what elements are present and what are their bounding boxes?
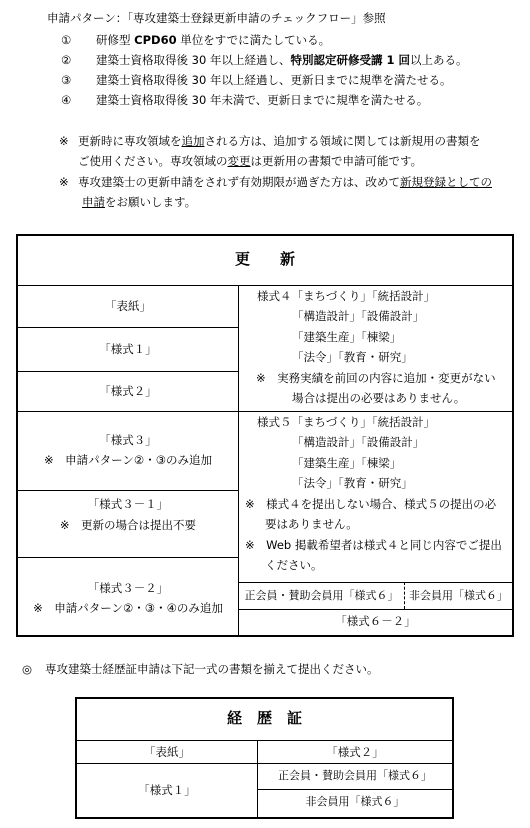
yoshiki-5-note-2a: ※ Web 掲載希望者は様式４と同じ内容でご提出 — [245, 538, 502, 552]
cert-member-regular: 正会員・賛助会員用「様式６」 — [278, 769, 432, 782]
doc-yoshiki-3-1-note: ※ 更新の場合は提出不要 — [59, 518, 197, 532]
doc-yoshiki-3: 「様式３」 — [99, 433, 157, 447]
cert-member-nonmember: 非会員用「様式６」 — [305, 795, 405, 808]
cert-yoshiki-2: 「様式２」 — [326, 745, 384, 759]
yoshiki-5-line-3: 「建築生産」「棟梁」 — [292, 456, 402, 470]
row-divider — [18, 557, 238, 558]
pattern-4-mark: ④ — [61, 93, 72, 107]
member-nonmember: 非会員用「様式６」 — [409, 589, 508, 602]
doc-yoshiki-6-2: 「様式６－２」 — [335, 614, 416, 628]
yoshiki-5-note-1a: ※ 様式４を提出しない場合、様式５の提出の必 — [245, 497, 497, 511]
yoshiki-4-line-1: 様式４「まちづくり」「統括設計」 — [257, 289, 436, 303]
cert-hyoshi: 「表紙」 — [144, 745, 190, 759]
cert-table — [75, 697, 454, 819]
note-2-line-1: 専攻建築士の更新申請をされず有効期限が過ぎた方は、改めて新規登録としての — [78, 175, 492, 189]
yoshiki-5-line-4: 「法令」「教育・研究」 — [292, 476, 413, 490]
row-divider — [257, 789, 452, 790]
doc-hyoshi: 「表紙」 — [105, 299, 151, 313]
renewal-table — [16, 234, 514, 637]
cert-intro-mark: ◎ — [22, 662, 33, 676]
pattern-3-mark: ③ — [61, 73, 72, 87]
doc-yoshiki-1: 「様式１」 — [99, 342, 157, 356]
doc-yoshiki-3-2: 「様式３－２」 — [87, 581, 169, 595]
doc-yoshiki-2: 「様式２」 — [99, 384, 157, 398]
yoshiki-5-note-1b: 要はありません。 — [265, 517, 358, 531]
note-1-line-2: ご使用ください。専攻領域の変更は更新用の書類で申請可能です。 — [78, 154, 423, 168]
note-1-line-1: 更新時に専攻領域を追加される方は、追加する領域に関しては新規用の書類を — [78, 134, 481, 148]
yoshiki-4-note-2: 場合は提出の必要はありません。 — [292, 391, 466, 405]
row-divider — [238, 582, 512, 583]
doc-yoshiki-3-2-note: ※ 申請パターン②・③・④のみ追加 — [33, 601, 223, 615]
row-divider — [18, 327, 238, 328]
title-divider — [77, 740, 452, 741]
yoshiki-4-line-2: 「構造設計」「設備設計」 — [292, 309, 425, 323]
cert-intro-text: 専攻建築士経歴証申請は下記一式の書類を揃えて提出ください。 — [45, 662, 379, 676]
pattern-4-text: 建築士資格取得後 30 年未満で、更新日までに規準を満たせる。 — [96, 93, 429, 107]
member-regular: 正会員・賛助会員用「様式６」 — [244, 589, 399, 602]
pattern-1-mark: ① — [61, 33, 72, 47]
yoshiki-4-line-3: 「建築生産」「棟梁」 — [292, 330, 402, 344]
row-divider — [238, 609, 512, 610]
pattern-2-text: 建築士資格取得後 30 年以上経過し、特別認定研修受講 1 回以上ある。 — [96, 53, 468, 67]
yoshiki-5-line-1: 様式５「まちづくり」「統括設計」 — [257, 415, 436, 429]
pattern-3-text: 建築士資格取得後 30 年以上経過し、更新日までに規準を満たせる。 — [96, 73, 452, 87]
doc-yoshiki-3-note: ※ 申請パターン②・③のみ追加 — [43, 453, 213, 467]
cert-yoshiki-1: 「様式１」 — [138, 783, 196, 797]
yoshiki-5-line-2: 「構造設計」「設備設計」 — [292, 435, 425, 449]
doc-yoshiki-3-1: 「様式３－１」 — [87, 497, 169, 511]
row-divider — [18, 490, 238, 491]
note-2-line-2: 申請をお願いします。 — [82, 195, 197, 209]
row-divider — [18, 371, 238, 372]
note-2-mark: ※ — [59, 175, 69, 189]
pattern-1-text: 研修型 CPD60 単位をすでに満たしている。 — [96, 33, 331, 47]
note-1-mark: ※ — [59, 134, 69, 148]
yoshiki-5-note-2b: ください。 — [265, 558, 323, 572]
yoshiki-4-line-4: 「法令」「教育・研究」 — [292, 350, 413, 364]
cert-title: 経 歴 証 — [226, 709, 302, 727]
pattern-header: 申請パターン：「専攻建築士登録更新申請のチェックフロー」参照 — [47, 11, 386, 25]
row-divider — [77, 763, 452, 764]
yoshiki-4-note-1: ※ 実務実績を前回の内容に追加・変更がない — [256, 371, 496, 385]
pattern-2-mark: ② — [61, 53, 72, 67]
renewal-title: 更 新 — [234, 250, 295, 268]
